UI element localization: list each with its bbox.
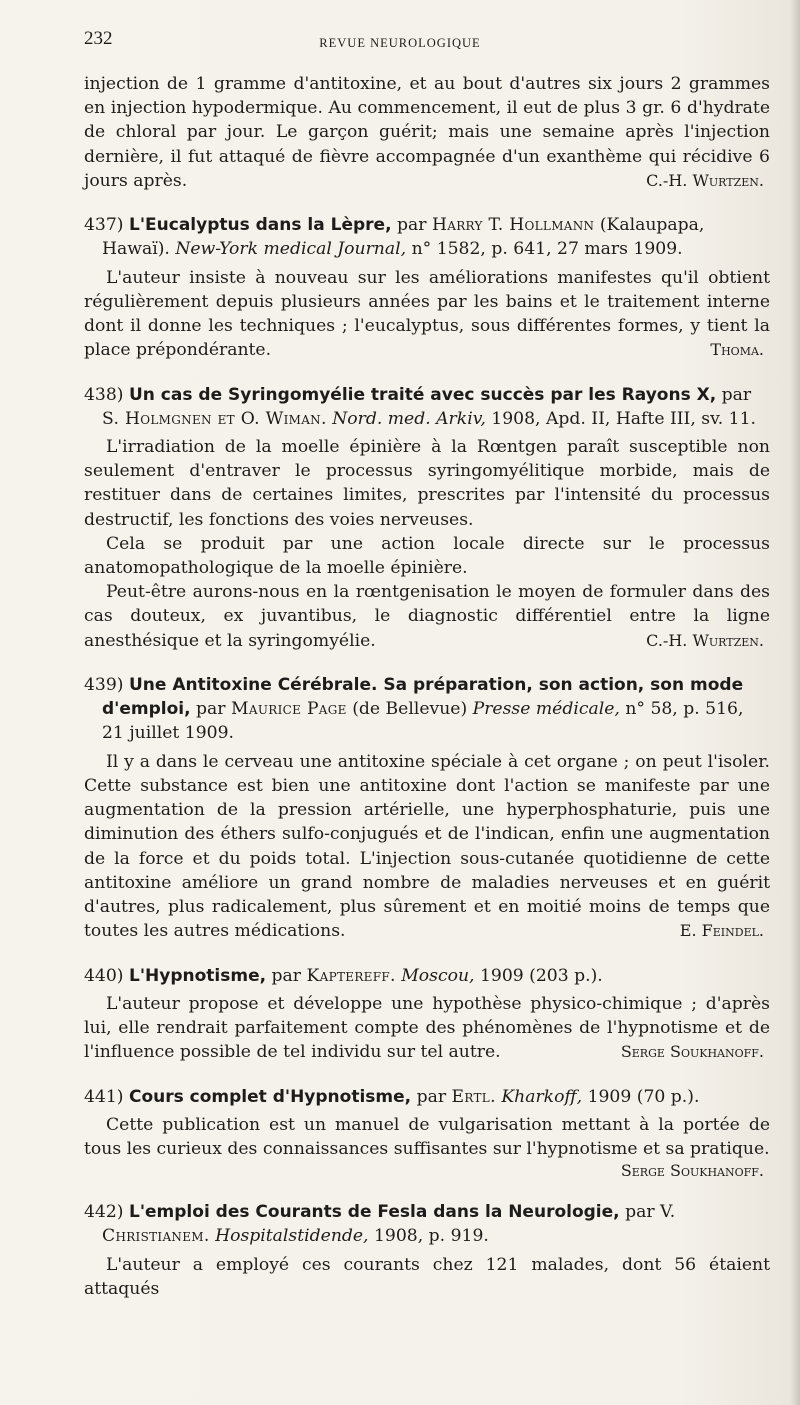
entry-paragraph: Peut-être aurons-nous en la rœntgenisation le moyen de formuler dans des cas douteux, ex juvantibus, le diagnostic différentiel entre la ligne anesthésique et la syringomyélie. <box>84 582 770 651</box>
entry-source: Nord. med. Arkiv, <box>332 408 486 429</box>
entry-source: Presse médicale, <box>472 699 620 720</box>
entry-number: 442) <box>84 1202 124 1223</box>
entry-signature: Serge Soukhanoff. <box>620 1161 764 1181</box>
entry-number: 438) <box>84 384 124 405</box>
entry-paragraph: L'auteur a employé ces courants chez 121 malades, dont 56 étaient attaqués <box>84 1254 770 1299</box>
entry-title: L'Hypnotisme, <box>128 965 267 986</box>
entry-details: n° 58, p. 516, 21 juillet 1909. <box>102 699 744 744</box>
intro-block <box>84 72 770 193</box>
entry-authors: Harry T. Hollmann <box>431 215 595 236</box>
entry-heading <box>84 964 770 988</box>
entry-title: Cours complet d'Hypnotisme, <box>128 1086 412 1107</box>
entry-signature: C.-H. Wurtzen. <box>646 630 764 650</box>
entry-heading <box>84 1200 770 1248</box>
entry-ref-prefix: par <box>625 1202 655 1223</box>
entry-signature: Thoma. <box>710 340 764 360</box>
intro-signature: C.-H. Wurtzen. <box>646 171 764 191</box>
entry-438 <box>84 383 770 653</box>
entry-authors: Ertl. <box>451 1086 496 1107</box>
entry-authors: V. Christianem. <box>102 1202 676 1247</box>
journal-title: REVUE NEUROLOGIQUE <box>319 36 481 50</box>
entry-paragraph: L'irradiation de la moelle épinière à la Rœntgen paraît susceptible non seulement d'entraver le processus syringomyélitique morbide, mais de restituer dans de certaines limites, prescrites par l'intensité du processus destructif, les fonctions des voies nerveuses. <box>84 437 770 530</box>
entry-source: New-York medical Journal, <box>175 239 407 260</box>
entry-heading <box>84 673 770 746</box>
entry-authors: Kaptereff. <box>306 965 396 986</box>
entry-details: 1908, p. 919. <box>374 1226 489 1247</box>
entry-ref-prefix: par <box>271 965 301 986</box>
entry-paragraph: Cette publication est un manuel de vulgarisation mettant à la portée de tous les curieux des connaissances suffisantes sur l'hypnotisme et sa pratique. <box>84 1114 770 1159</box>
entry-details: 1908, Apd. II, Hafte III, sv. 11. <box>491 408 756 429</box>
entry-number: 437) <box>84 215 124 236</box>
entry-paragraph: Cela se produit par une action locale directe sur le processus anatomopathologique de la moelle épinière. <box>84 533 770 579</box>
entry-number: 441) <box>84 1086 124 1107</box>
entry-paragraph: Il y a dans le cerveau une antitoxine spéciale à cet organe ; on peut l'isoler. Cette substance est bien une antitoxine dont l'action se manifeste par une augmentation de la pression artérielle, une hyperphosphaturie, puis une diminution des éthers sulfo-conjugués et de l'indican, enfin une augmentation de la force et du poids total. L'injection sous-cutanée quotidienne de cette antitoxine améliore un grand nombre de maladies nerveuses et en guérit d'autres, plus radicalement, plus sûrement et en moitié moins de temps que toutes les autres médications. <box>84 751 770 942</box>
entry-title: L'emploi des Courants de Fesla dans la Neurologie, <box>128 1202 620 1223</box>
page-number: 232 <box>84 28 113 49</box>
entry-signature: E. Feindel. <box>679 921 764 941</box>
entry-title: L'Eucalyptus dans la Lèpre, <box>128 215 392 236</box>
entry-title: Une Antitoxine Cérébrale. Sa préparation, son action, son mode d'emploi, <box>102 675 744 720</box>
entry-441 <box>84 1085 770 1181</box>
entry-ref-prefix: par <box>721 384 752 405</box>
entry-paragraph: L'auteur insiste à nouveau sur les améliorations manifestes qu'il obtient régulièrement depuis plusieurs années par les bains et le traitement interne dont il donne les techniques ; l'eucalyptus, sous différentes formes, y tient la place prépondérante. <box>84 267 770 361</box>
entry-heading <box>84 1085 770 1109</box>
entry-source: Moscou, <box>401 965 475 986</box>
entry-details: n° 1582, p. 641, 27 mars 1909. <box>411 239 683 260</box>
entry-details: 1909 (70 p.). <box>587 1086 700 1107</box>
entry-ref-prefix: par <box>397 215 427 236</box>
entry-439 <box>84 673 770 943</box>
entry-ref-rest: (de Bellevue) <box>352 699 468 720</box>
entry-442 <box>84 1200 770 1301</box>
entry-authors: Maurice Page <box>230 699 347 720</box>
entry-authors: S. Holmgnen et O. Wiman. <box>102 408 327 429</box>
entry-ref-prefix: par <box>196 699 226 720</box>
entry-440 <box>84 964 770 1065</box>
page-edge-shadow <box>790 0 800 1405</box>
entry-source: Kharkoff, <box>501 1086 583 1107</box>
entry-437 <box>84 213 770 362</box>
entry-heading <box>84 213 770 261</box>
entry-source: Hospitalstidende, <box>215 1226 369 1247</box>
entry-details: 1909 (203 p.). <box>479 965 603 986</box>
entry-heading <box>84 383 770 431</box>
entry-ref-prefix: par <box>416 1086 447 1107</box>
entry-title: Un cas de Syringomyélie traité avec succès par les Rayons X, <box>128 384 717 405</box>
entry-paragraph: L'auteur propose et développe une hypothèse physico-chimique ; d'après lui, elle rendrait parfaitement compte des phénomènes de l'hypnotisme et de l'influence possible de tel individu sur tel autre. <box>84 993 770 1063</box>
intro-paragraph: injection de 1 gramme d'antitoxine, et au bout d'autres six jours 2 grammes en injection hypodermique. Au commencement, il eut de plus 3 gr. 6 d'hydrate de chloral par jour. Le garçon guérit; mais une semaine après l'injection dernière, il fut attaqué de fièvre accompagnée d'un exanthème qui récidive 6 jours après. <box>84 74 770 191</box>
entry-signature: Serge Soukhanoff. <box>620 1042 764 1062</box>
entry-number: 440) <box>84 965 124 986</box>
entry-ref-rest: (Kalaupapa, Hawaï). <box>102 215 705 260</box>
entry-number: 439) <box>84 675 124 696</box>
